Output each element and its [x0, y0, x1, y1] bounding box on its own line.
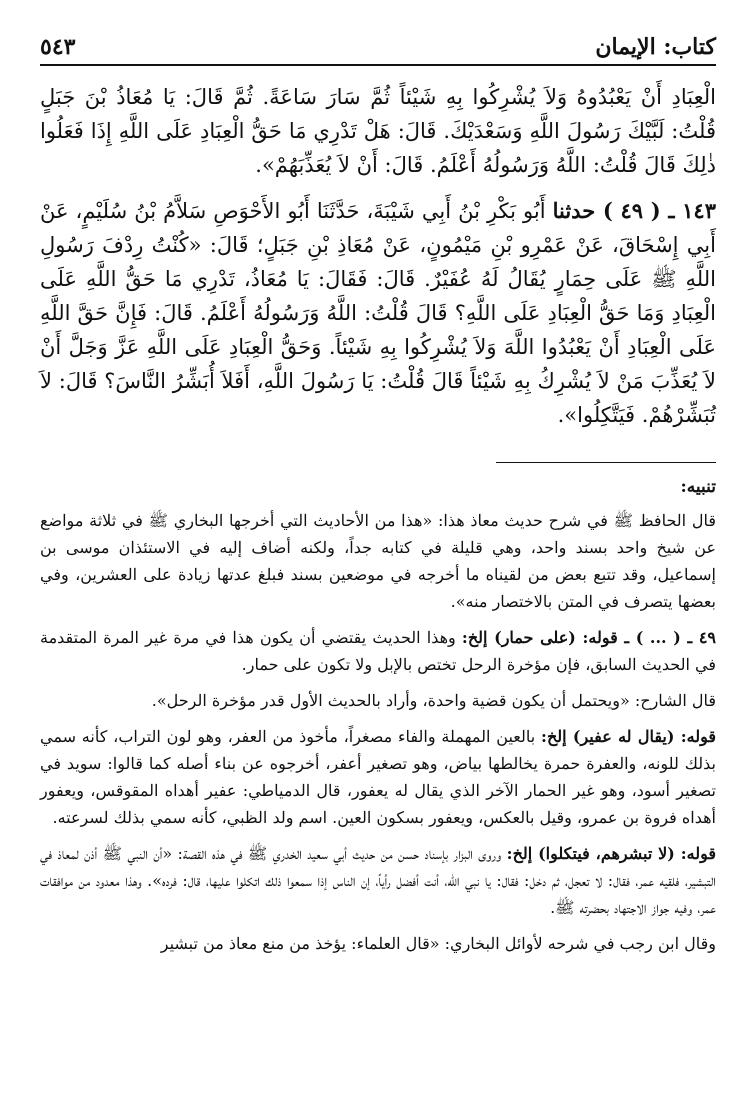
note-lead: قوله: (لا تبشرهم، فيتكلوا) إلخ: [506, 844, 717, 863]
running-title: كتاب: الإيمان [595, 34, 716, 60]
note-paragraph [40, 723, 716, 831]
notes-heading: تنبيه: [680, 477, 716, 497]
note-paragraph [40, 624, 716, 678]
hadith-text [40, 80, 716, 444]
note-paragraph [40, 840, 716, 921]
note-text: بالعين المهملة والفاء مصغراً، مأخوذ من العفر، وهو لون التراب، كأنه سمي بذلك للونه، والعفرة حمرة يخالطها بياض، وهو تصغير أعفر، أخرجوه عن بناء أصله كما قالوا: سويد في تصغير أسود، وهو غير الحمار الآخر الذي يقال له يعفور، قال الدمياطي: عفير أهداه المقوقس، ويعفور أهداه فروة بن عمرو، وقيل بالعكس، ويعفور بسكون العين. اسم ولد الظبي، كأنه سمي بذلك لسرعته. [40, 727, 716, 827]
page-number: ٥٤٣ [40, 34, 76, 60]
hadith-body: أَبُو بَكْرِ بْنُ أَبِي شَيْبَةَ، حَدَّثَنَا أَبُو الأَحْوَصِ سَلاَّمُ بْنُ سُلَيْمٍ، عَنْ أَبِي إِسْحَاقَ، عَنْ عَمْرِو بْنِ مَيْمُونٍ، عَنْ مُعَاذِ بْنِ جَبَلٍ؛ قَالَ: «كُنْتُ رِدْفَ رَسُولِ اللَّهِ ﷺ عَلَى حِمَارٍ يُقَالُ لَهُ عُفَيْرٌ. قَالَ: فَقَالَ: يَا مُعَاذُ، تَدْرِي مَا حَقُّ اللَّهِ عَلَى الْعِبَادِ وَمَا حَقُّ الْعِبَادِ عَلَى اللَّهِ؟ قَالَ قُلْتُ: اللَّهُ وَرَسُولُهُ أَعْلَمُ. قَالَ: فَإِنَّ حَقَّ اللَّهِ عَلَى الْعِبَادِ أَنْ يَعْبُدُوا اللَّهَ وَلاَ يُشْرِكُوا بِهِ شَيْئاً. وَحَقُّ الْعِبَادِ عَلَى اللَّهِ عَزَّ وَجَلَّ أَنْ لاَ يُعَذِّبَ مَنْ لاَ يُشْرِكُ بِهِ شَيْئاً قَالَ قُلْتُ: يَا رَسُولَ اللَّهِ، أَفَلاَ أُبَشِّرُ النَّاسَ؟ قَالَ: لاَ تُبَشِّرْهُمْ. فَيَتَّكِلُوا». [40, 199, 716, 427]
footnote-separator [496, 462, 716, 463]
note-text: وهذا الحديث يقتضي أن يكون هذا في مرة غير المرة المتقدمة في الحديث السابق، فإن مؤخرة الرحل تختص بالإبل ولا تكون على حمار. [40, 628, 716, 674]
note-lead: ٤٩ ـ ( ... ) ـ قوله: (على حمار) إلخ: [461, 628, 716, 647]
note-paragraph: قال الحافظ ﷺ في شرح حديث معاذ هذا: «هذا من الأحاديث التي أخرجها البخاري ﷺ في ثلاثة مواضع عن شيخ واحد بسند واحد، وهي قليلة في كتابه جداً، ولكنه أضاف إليه في الاستئذان موسى بن إسماعيل، وقد تتبع بعض من لقيناه ما أخرجه في موضعين بسند فبلغ عدتها زيادة على العشرين، وفي بعضها يتصرف في المتن بالاختصار منه». [40, 511, 716, 611]
page-header [40, 30, 716, 66]
note-lead: قوله: (يقال له عفير) إلخ: [541, 727, 717, 746]
note-text: وروى البزار بإسناد حسن من حديث أبي سعيد الخدري ﷺ في هذه القصة: «أن النبي ﷺ أذن لمعاذ في التبشير، فلقيه عمر، فقال: لا تعجل، ثم دخل: فقال: يا نبي الله، أنت أفضل رأياً، إن الناس إذا سمعوا ذلك اتكلوا عليها، قال: فرده». وهذا معدود من موافقات عمر، وفيه جواز الاجتهاد بحضرته ﷺ. [40, 844, 717, 917]
note-paragraph: وقال ابن رجب في شرحه لأوائل البخاري: «قال العلماء: يؤخذ من منع معاذ من تبشير [160, 934, 716, 953]
notes-section [40, 474, 716, 966]
note-paragraph: قال الشارح: «ويحتمل أن يكون قضية واحدة، وأراد بالحديث الأول قدر مؤخرة الرحل». [151, 691, 716, 710]
hadith-number: ١٤٣ ـ ( ٤٩ ) حدثنا [552, 198, 716, 223]
hadith-143 [40, 194, 716, 432]
hadith-continuation: الْعِبَادِ أَنْ يَعْبُدُوهُ وَلاَ يُشْرِكُوا بِهِ شَيْئاً ثُمَّ سَارَ سَاعَةً. ثُمَّ قَالَ: يَا مُعَاذُ بْنَ جَبَلٍ قُلْتُ: لَبَّيْكَ رَسُولَ اللَّهِ وَسَعْدَيْكَ. قَالَ: هَلْ تَدْرِي مَا حَقُّ الْعِبَادِ عَلَى اللَّهِ إِذَا فَعَلُوا ذٰلِكَ قَالَ قُلْتُ: اللَّهُ وَرَسُولُهُ أَعْلَمُ. قَالَ: أَنْ لاَ يُعَذِّبَهُمْ». [40, 85, 716, 177]
